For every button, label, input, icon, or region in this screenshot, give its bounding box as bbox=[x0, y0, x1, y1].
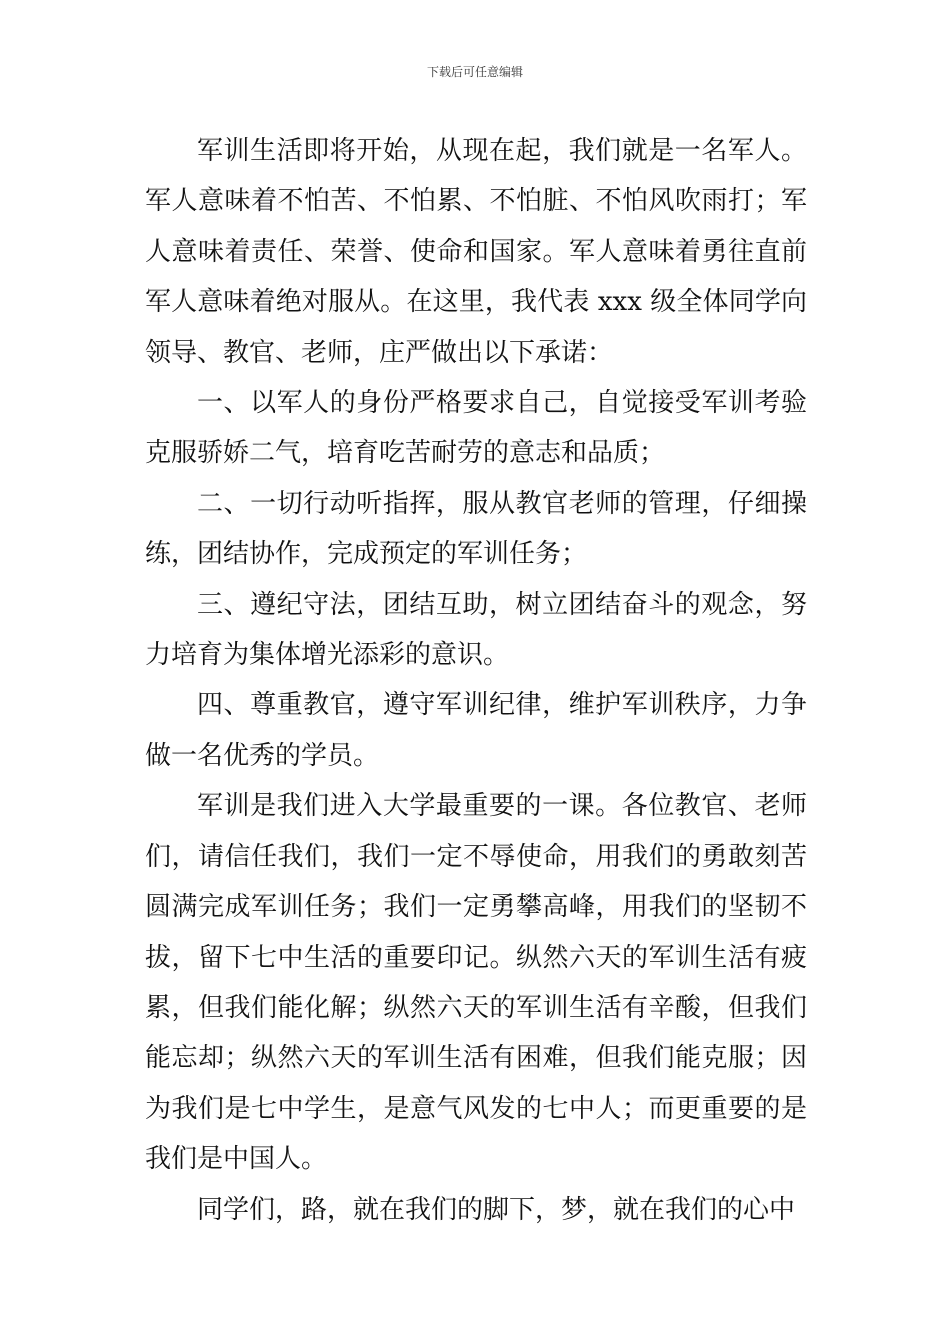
paragraph-pledge-3: 三、遵纪守法，团结互助，树立团结奋斗的观念，努力培育为集体增光添彩的意识。 bbox=[145, 589, 807, 671]
page-header: 下载后可任意编辑 bbox=[426, 65, 523, 79]
paragraph-pledge-2: 二、一切行动听指挥，服从教官老师的管理，仔细操练，团结协作，完成预定的军训任务； bbox=[145, 488, 807, 570]
paragraph-closing: 同学们，路，就在我们的脚下，梦，就在我们的心中 bbox=[197, 1194, 796, 1225]
document-body bbox=[145, 126, 807, 1235]
paragraph-commitment: 军训是我们进入大学最重要的一课。各位教官、老师们，请信任我们，我们一定不辱使命，用我们的勇敢刻苦圆满完成军训任务；我们一定勇攀高峰，用我们的坚韧不拔，留下七中生活的重要印记。纵然六天的军训生活有疲累，但我们能化解；纵然六天的军训生活有辛酸，但我们能忘却；纵然六天的军训生活有困难，但我们能克服；因为我们是七中学生，是意气风发的七中人；而更重要的是我们是中国人。 bbox=[145, 791, 807, 1175]
paragraph-intro: 军训生活即将开始，从现在起，我们就是一名军人。军人意味着不怕苦、不怕累、不怕脏、不怕风吹雨打；军人意味着责任、荣誉、使命和国家。军人意味着勇往直前军人意味着绝对服从。在这里，我代表 xxx 级全体同学向领导、教官、老师，庄严做出以下承诺： bbox=[145, 136, 807, 368]
paragraph-pledge-1: 一、以军人的身份严格要求自己，自觉接受军训考验克服骄娇二气，培育吃苦耐劳的意志和品质； bbox=[145, 388, 807, 469]
paragraph-pledge-4: 四、尊重教官，遵守军训纪律，维护军训秩序，力争做一名优秀的学员。 bbox=[145, 690, 807, 771]
